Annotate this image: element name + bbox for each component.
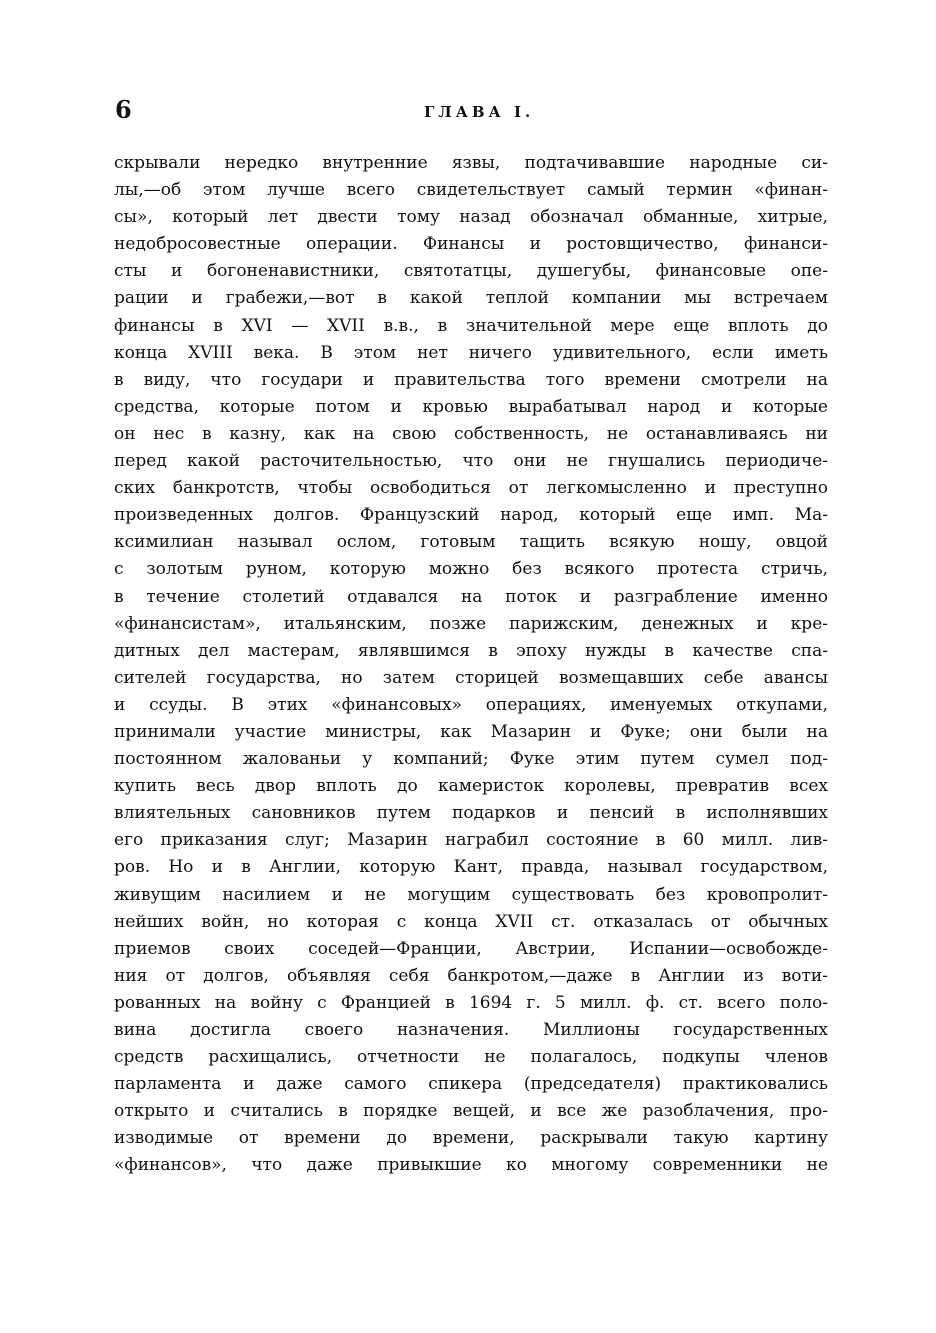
text-line: парламента и даже самого спикера (председателя) практиковались <box>114 1074 828 1095</box>
text-line: дитных дел мастерам, являвшимся в эпоху нужды в качестве спа- <box>114 640 828 661</box>
text-line: он нес в казну, как на свою собственность, не останавливаясь ни <box>114 423 828 444</box>
text-line: ксимилиан называл ослом, готовым тащить всякую ношу, овцой <box>114 532 828 553</box>
text-line: сты и богоненавистники, святотатцы, душегубы, финансовые опе- <box>114 261 828 282</box>
text-line: средства, которые потом и кровью вырабатывал народ и которые <box>114 396 828 417</box>
text-line: рации и грабежи,—вот в какой теплой компании мы встречаем <box>114 288 828 309</box>
text-line: рованных на войну с Францией в 1694 г. 5 милл. ф. ст. всего поло- <box>114 992 828 1013</box>
text-line: ских банкротств, чтобы освободиться от легкомысленно и преступно <box>114 478 828 499</box>
text-line: «финансистам», итальянским, позже парижским, денежных и кре- <box>114 613 828 634</box>
text-line: вина достигла своего назначения. Миллионы государственных <box>114 1020 828 1040</box>
text-line: купить весь двор вплоть до камеристок королевы, превратив всех <box>114 776 828 797</box>
text-line: произведенных долгов. Французский народ, который еще имп. Ма- <box>114 505 828 526</box>
text-line: «финансов», что даже привыкшие ко многому современники не <box>114 1155 828 1176</box>
text-line: с золотым руном, которую можно без всякого протеста стричь, <box>114 559 828 580</box>
text-line: ров. Но и в Англии, которую Кант, правда, называл государством, <box>114 857 828 878</box>
text-line: приемов своих соседей—Франции, Австрии, Испании—освобожде- <box>114 938 828 959</box>
text-line: конца XVIII века. В этом нет ничего удивительного, если иметь <box>114 342 828 363</box>
text-line: принимали участие министры, как Мазарин и Фуке; они были на <box>114 721 828 742</box>
body-text <box>114 150 828 1180</box>
text-line: и ссуды. В этих «финансовых» операциях, именуемых откупами, <box>114 694 828 715</box>
text-line: финансы в XVI — XVII в.в., в значительной мере еще вплоть до <box>114 315 828 336</box>
text-line: влиятельных сановников путем подарков и пенсий в исполнявших <box>114 803 828 824</box>
text-line: ния от долгов, объявляя себя банкротом,—даже в Англии из воти- <box>114 965 828 986</box>
text-line: лы,—об этом лучше всего свидетельствует самый термин «финан- <box>114 180 828 201</box>
text-line: нейших войн, но которая с конца XVII ст. отказалась от обычных <box>114 911 828 932</box>
text-line: в течение столетий отдавался на поток и разграбление именно <box>114 586 828 607</box>
text-line: недобросовестные операции. Финансы и ростовщичество, финанси- <box>114 234 828 255</box>
text-line: его приказания слуг; Мазарин награбил состояние в 60 милл. лив- <box>114 830 828 851</box>
text-line: средств расхищались, отчетности не полагалось, подкупы членов <box>114 1047 828 1068</box>
text-line: сителей государства, но затем сторицей возмещавших себе авансы <box>114 667 828 688</box>
text-line: изводимые от времени до времени, раскрывали такую картину <box>114 1128 828 1149</box>
text-line: перед какой расточительностью, что они не гнушались периодиче- <box>114 451 828 472</box>
text-line: в виду, что государи и правительства того времени смотрели на <box>114 369 828 390</box>
text-line: живущим насилием и не могущим существовать без кровопролит- <box>114 884 828 905</box>
text-line: скрывали нередко внутренние язвы, подтачивавшие народные си- <box>114 153 828 173</box>
running-head: ГЛАВА I. <box>424 103 535 121</box>
text-line: открыто и считались в порядке вещей, и все же разоблачения, про- <box>114 1101 828 1122</box>
page-number: 6 <box>115 95 132 124</box>
text-line: сы», который лет двести тому назад обозначал обманные, хитрые, <box>114 207 828 228</box>
text-line: постоянном жалованьи у компаний; Фуке этим путем сумел под- <box>114 749 828 770</box>
